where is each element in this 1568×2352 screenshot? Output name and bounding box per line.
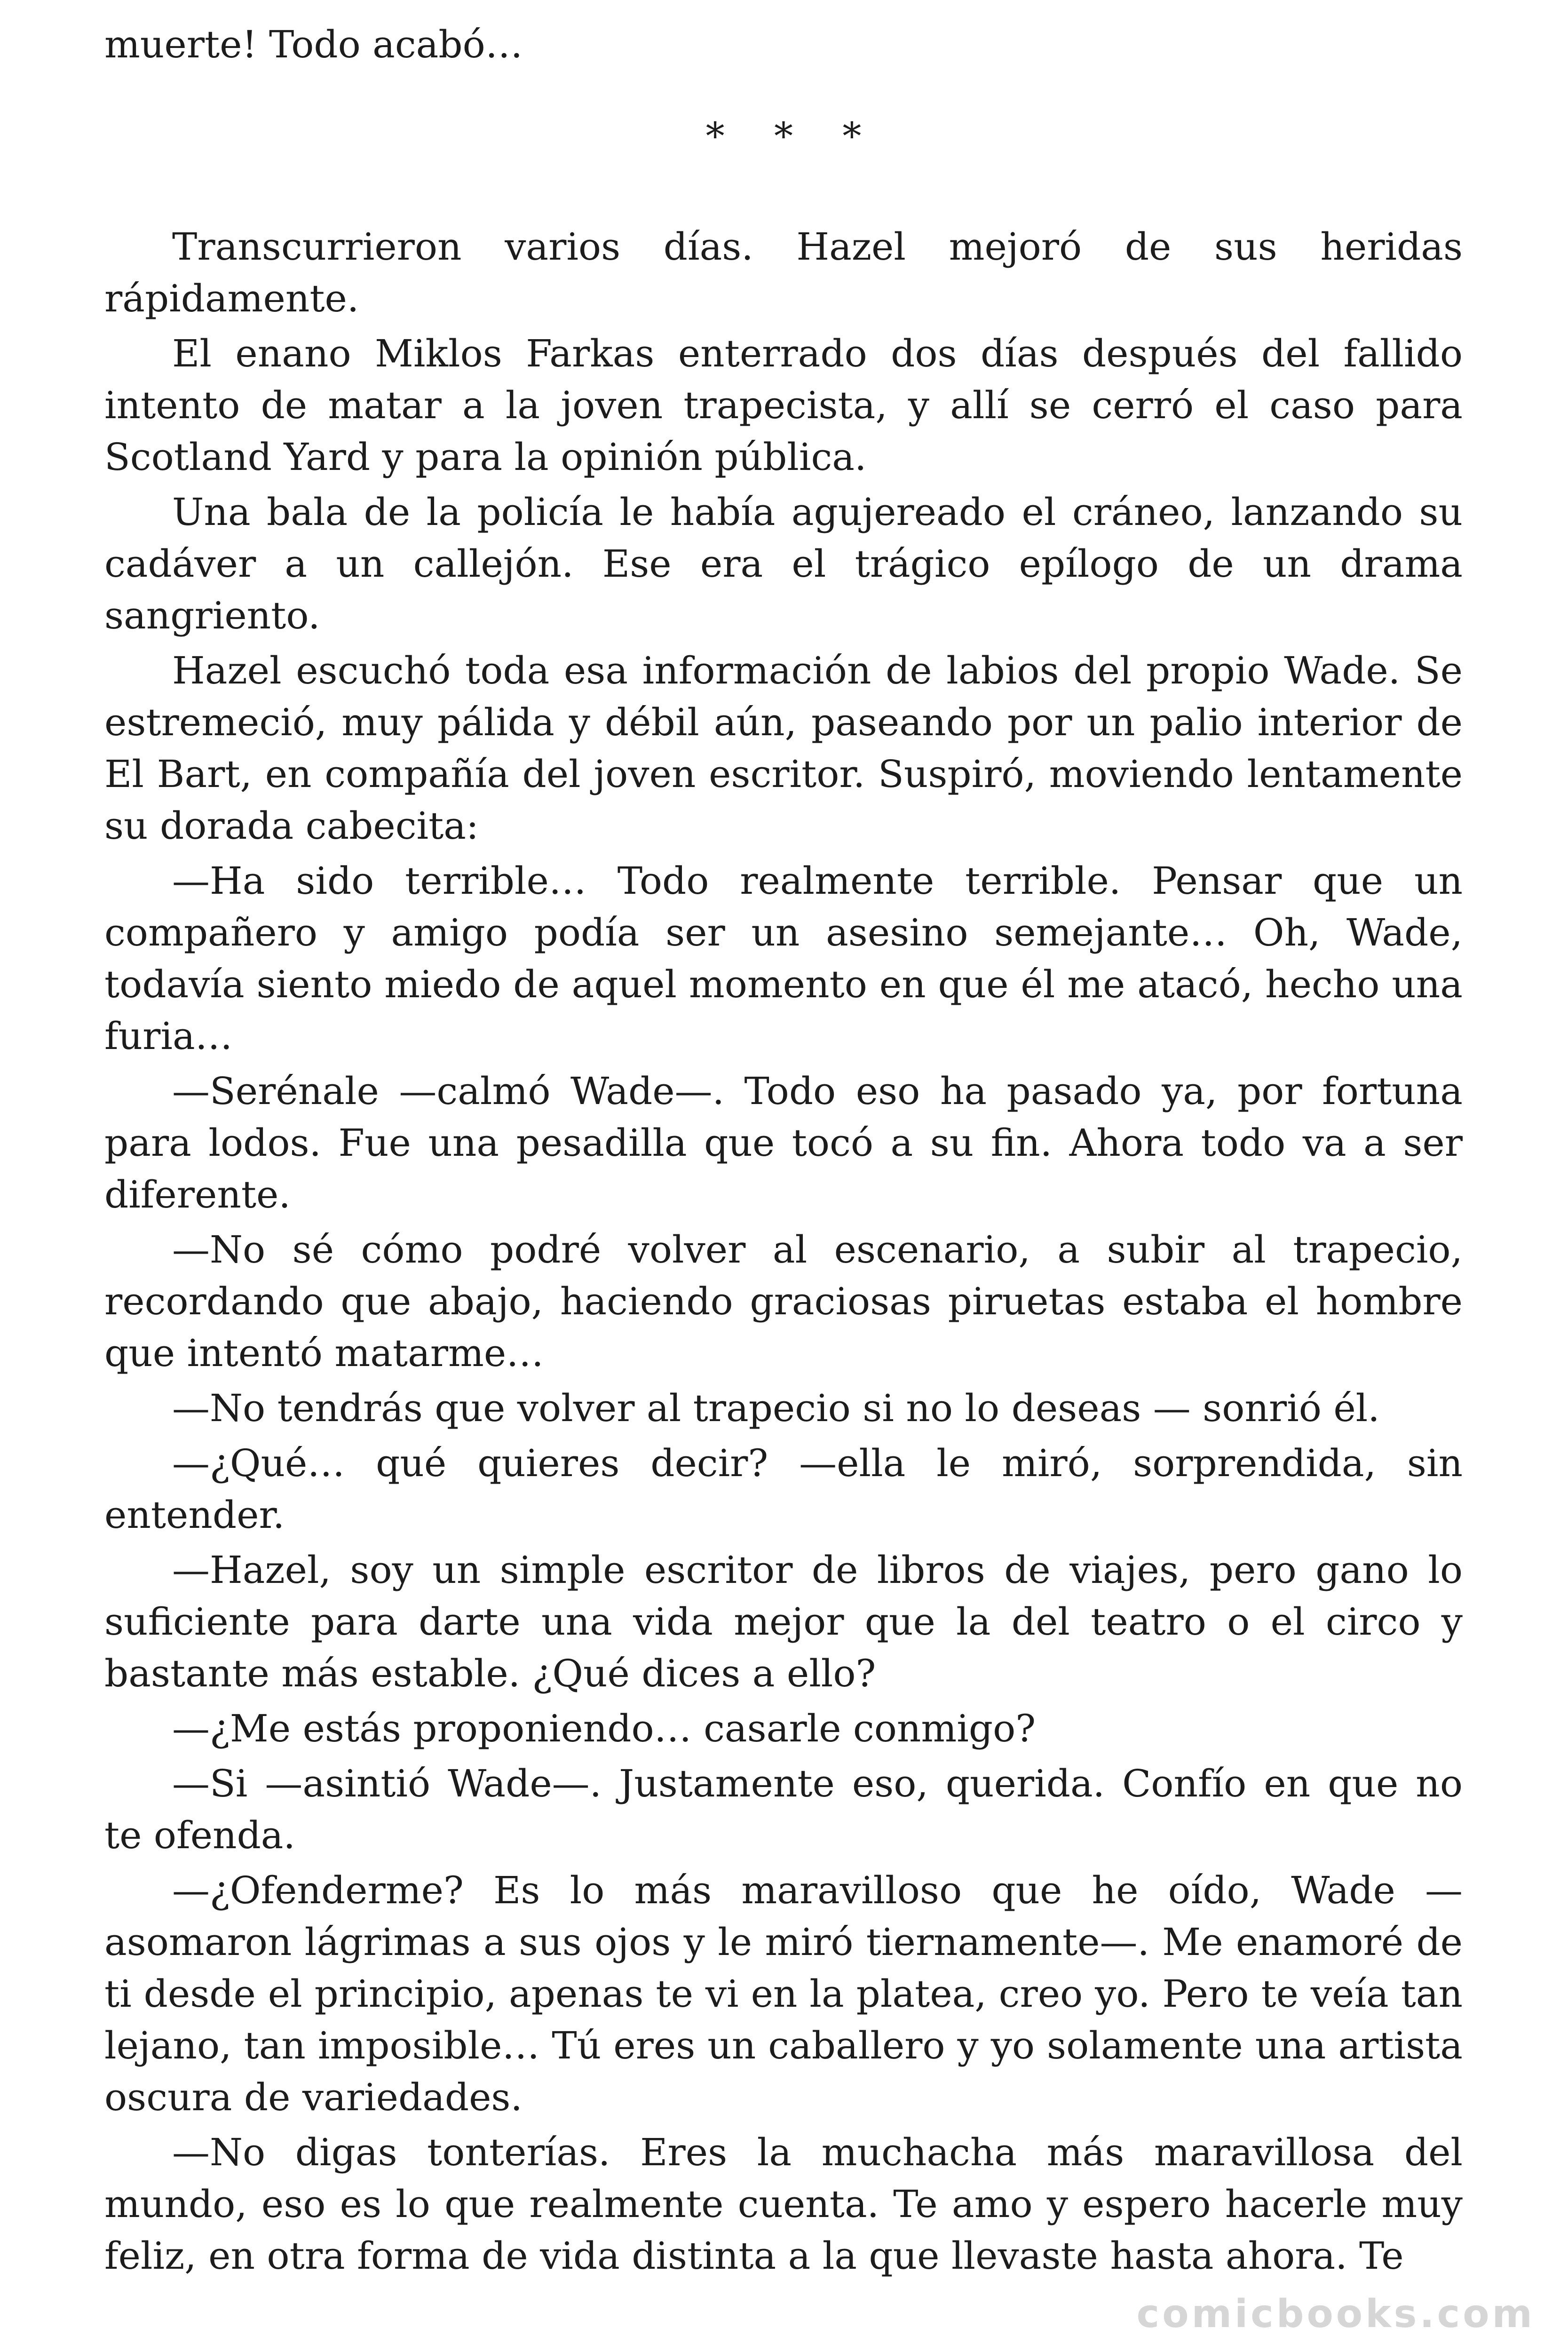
paragraph: Hazel escuchó toda esa información de labios del propio Wade. Se estremeció, muy pálida y débil aún, paseando por un palio interior de El Bart, en compañía del joven escritor. Suspiró, moviendo lentamente su dorada cabecita: bbox=[104, 649, 1463, 848]
opening-line: muerte! Todo acabó… bbox=[104, 23, 523, 66]
paragraph: —Ha sido terrible… Todo realmente terrible. Pensar que un compañero y amigo podía ser un asesino semejante… Oh, Wade, todavía siento miedo de aquel momento en que él me atacó, hecho una furia… bbox=[104, 859, 1463, 1058]
paragraph: El enano Miklos Farkas enterrado dos días después del fallido intento de matar a la joven trapecista, y allí se cerró el caso para Scotland Yard y para la opinión pública. bbox=[104, 332, 1463, 479]
paragraph: —¿Me estás proponiendo… casarle conmigo? bbox=[172, 1707, 1036, 1750]
paragraph: —Si —asintió Wade—. Justamente eso, querida. Confío en que no te ofenda. bbox=[104, 1762, 1463, 1857]
paragraph: —Hazel, soy un simple escritor de libros de viajes, pero gano lo suficiente para darte una vida mejor que la del teatro o el circo y bastante más estable. ¿Qué dices a ello? bbox=[104, 1548, 1463, 1695]
paragraph: —No tendrás que volver al trapecio si no lo deseas — sonrió él. bbox=[172, 1386, 1380, 1430]
paragraph: —Serénale —calmó Wade—. Todo eso ha pasado ya, por fortuna para lodos. Fue una pesadilla que tocó a su fin. Ahora todo va a ser diferente. bbox=[104, 1069, 1463, 1216]
page-text bbox=[104, 19, 1463, 2285]
paragraph: —No digas tonterías. Eres la muchacha más maravillosa del mundo, eso es lo que realmente cuenta. Te amo y espero hacerle muy feliz, en otra forma de vida distinta a la que llevaste hasta ahora. Te bbox=[104, 2130, 1463, 2278]
paragraph: —No sé cómo podré volver al escenario, a subir al trapecio, recordando que abajo, haciendo graciosas piruetas estaba el hombre que intentó matarme… bbox=[104, 1228, 1463, 1375]
paragraph: Una bala de la policía le había agujereado el cráneo, lanzando su cadáver a un callejón. Ese era el trágico epílogo de un drama sangriento. bbox=[104, 490, 1463, 637]
paragraph: —¿Ofenderme? Es lo más maravilloso que he oído, Wade — asomaron lágrimas a sus ojos y le miró tiernamente—. Me enamoré de ti desde el principio, apenas te vi en la platea, creo yo. Pero te veía tan lejano, tan imposible… Tú eres un caballero y yo solamente una artista oscura de variedades. bbox=[104, 1868, 1463, 2119]
separator-stars: * * * bbox=[705, 114, 880, 158]
site-watermark: comicbooks.com bbox=[1136, 2292, 1535, 2336]
paragraph: Transcurrieron varios días. Hazel mejoró de sus heridas rápidamente. bbox=[104, 225, 1463, 320]
section-separator bbox=[104, 111, 1463, 162]
paragraph: —¿Qué… qué quieres decir? —ella le miró, sorprendida, sin entender. bbox=[104, 1441, 1463, 1537]
